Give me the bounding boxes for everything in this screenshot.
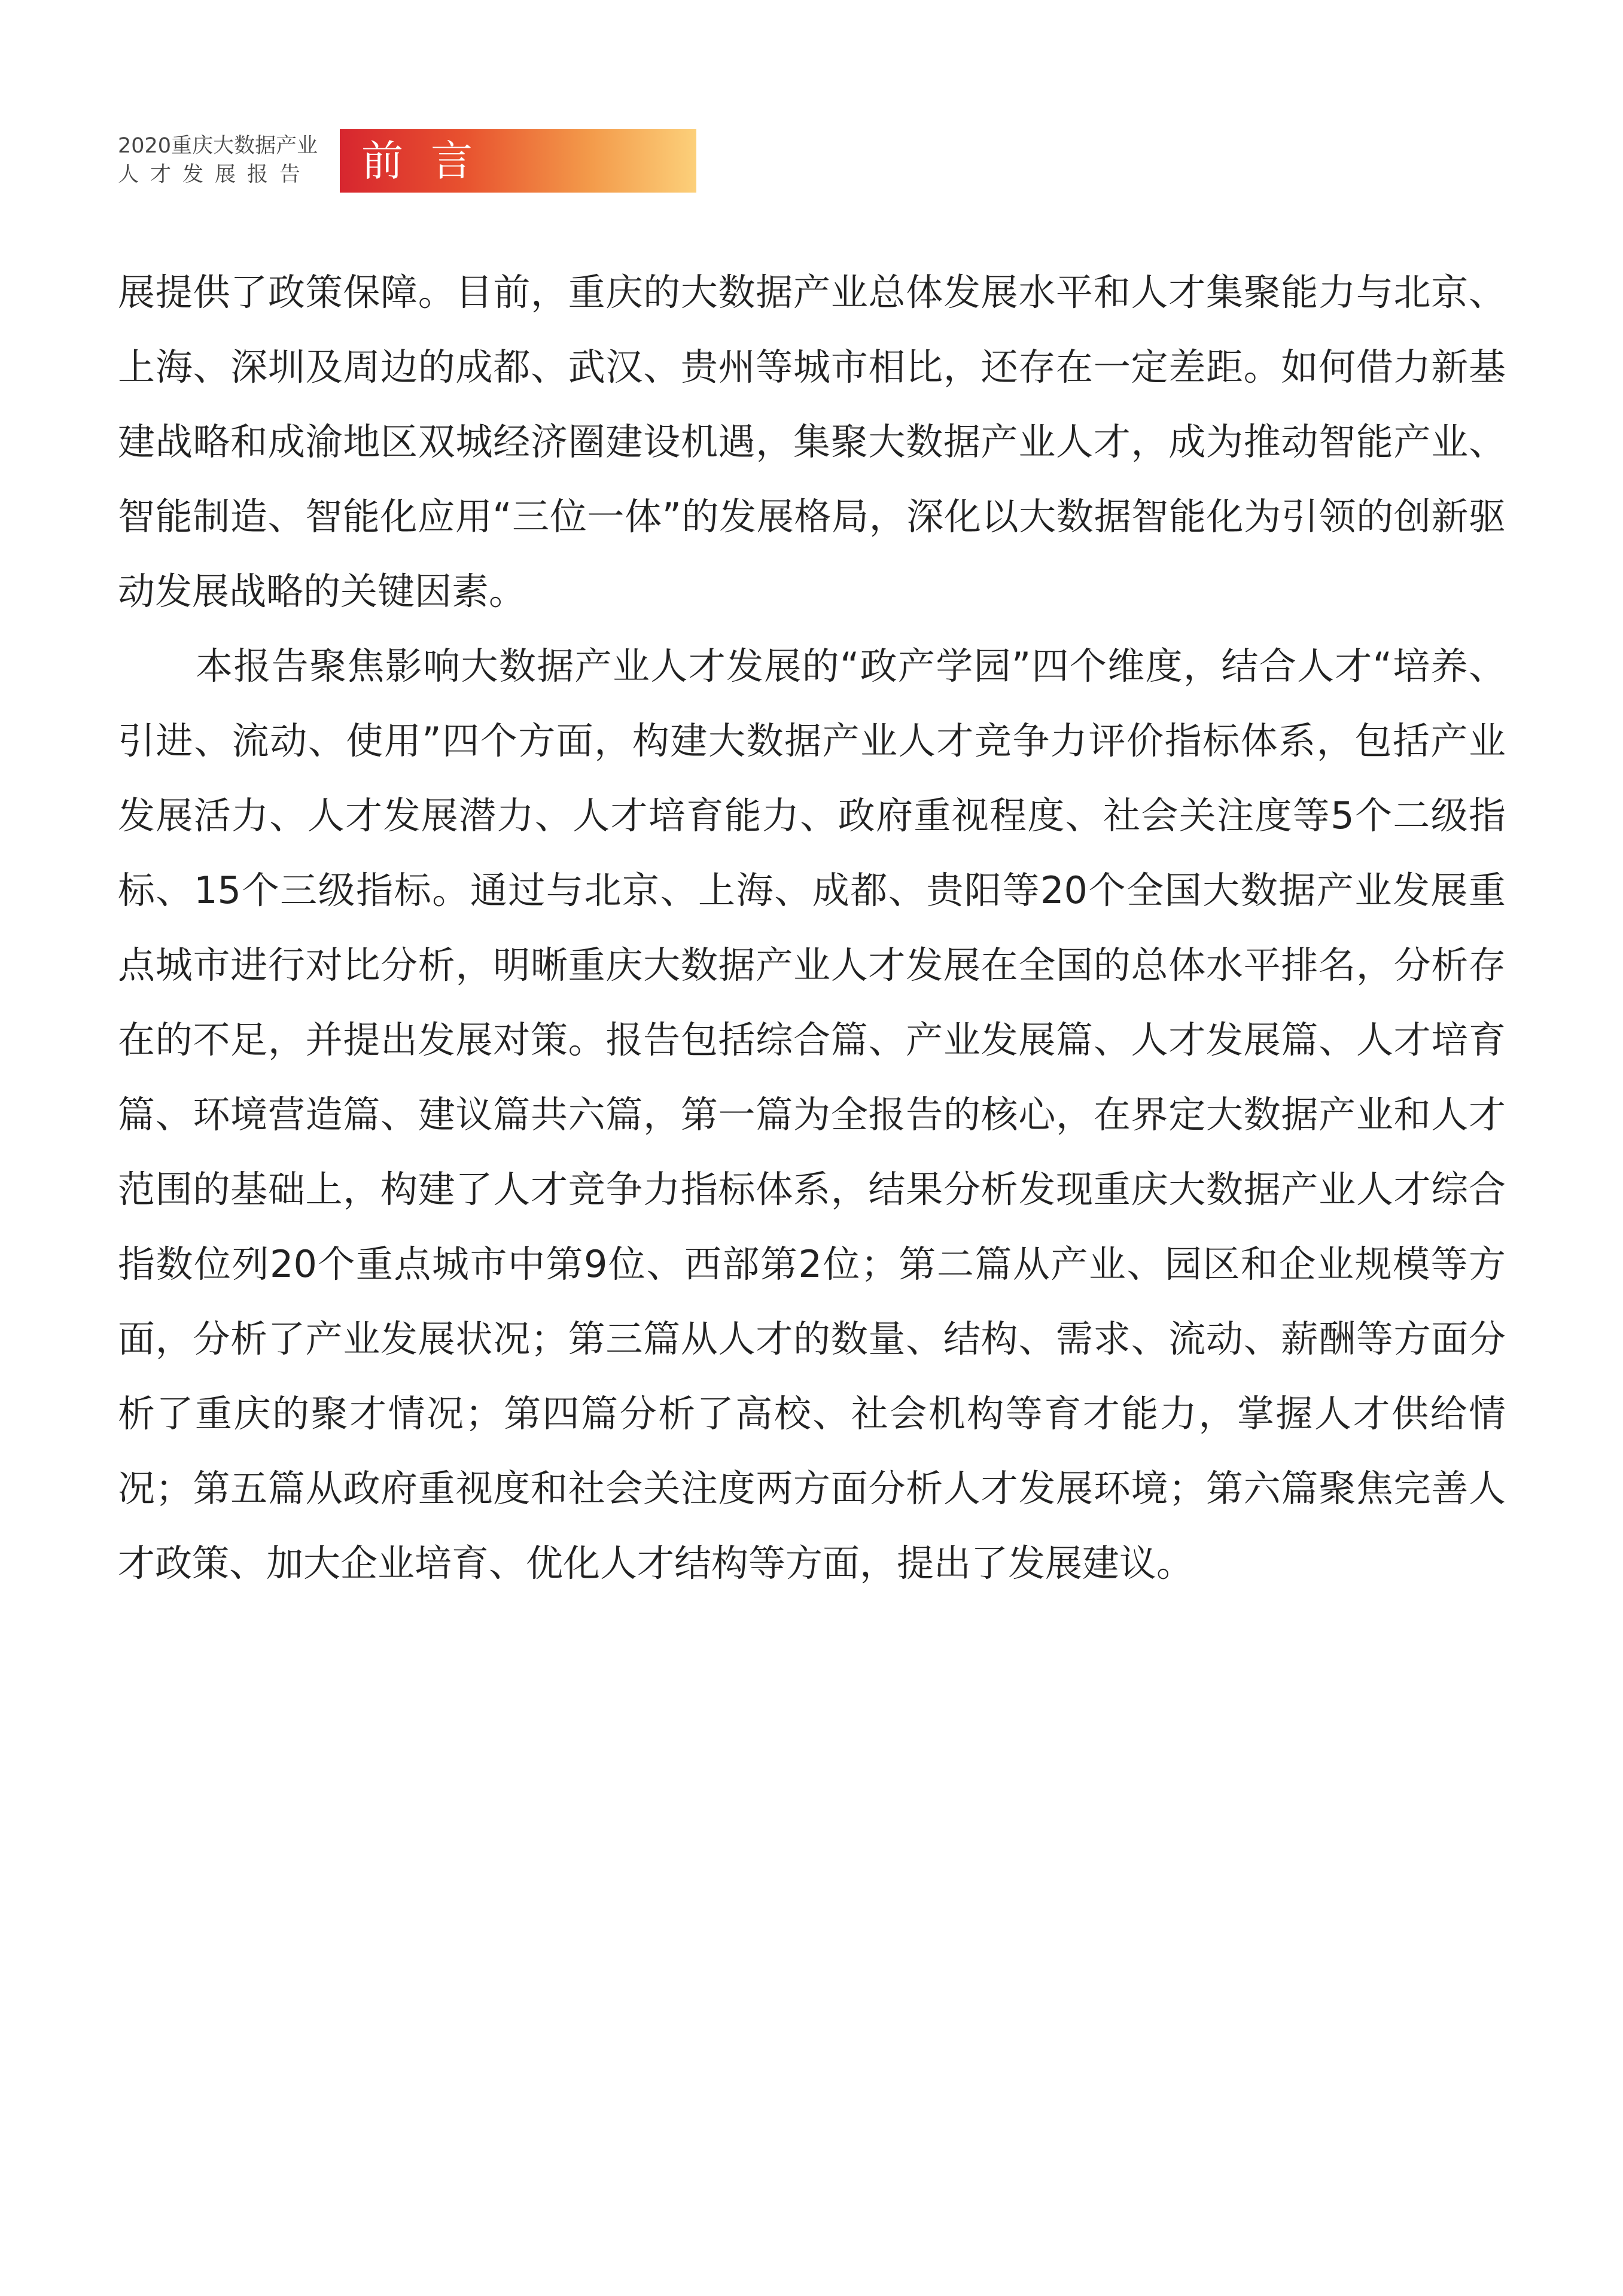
report-title-line1: 2020重庆大数据产业 xyxy=(118,134,318,158)
paragraph-1: 展提供了政策保障。目前，重庆的大数据产业总体发展水平和人才集聚能力与北京、上海、深圳及周边的成都、武汉、贵州等城市相比，还存在一定差距。如何借力新基建战略和成渝地区双城经济圈建设机遇，集聚大数据产业人才，成为推动智能产业、智能制造、智能化应用“三位一体”的发展格局，深化以大数据智能化为引领的创新驱动发展战略的关键因素。 xyxy=(118,270,1506,613)
page-header xyxy=(118,129,716,194)
body-text xyxy=(118,255,1506,1600)
report-title-line2: 人才发展报告 xyxy=(118,163,312,187)
section-title: 前言 xyxy=(361,136,500,185)
section-badge xyxy=(340,129,696,193)
paragraph-2: 本报告聚焦影响大数据产业人才发展的“政产学园”四个维度，结合人才“培养、引进、流动、使用”四个方面，构建大数据产业人才竞争力评价指标体系，包括产业发展活力、人才发展潜力、人才培育能力、政府重视程度、社会关注度等5个二级指标、15个三级指标。通过与北京、上海、成都、贵阳等20个全国大数据产业发展重点城市进行对比分析，明晰重庆大数据产业人才发展在全国的总体水平排名，分析存在的不足，并提出发展对策。报告包括综合篇、产业发展篇、人才发展篇、人才培育篇、环境营造篇、建议篇共六篇，第一篇为全报告的核心，在界定大数据产业和人才范围的基础上，构建了人才竞争力指标体系，结果分析发现重庆大数据产业人才综合指数位列20个重点城市中第9位、西部第2位；第二篇从产业、园区和企业规模等方面，分析了产业发展状况；第三篇从人才的数量、结构、需求、流动、薪酬等方面分析了重庆的聚才情况；第四篇分析了高校、社会机构等育才能力，掌握人才供给情况；第五篇从政府重视度和社会关注度两方面分析人才发展环境；第六篇聚焦完善人才政策、加大企业培育、优化人才结构等方面，提出了发展建议。 xyxy=(118,644,1506,1585)
report-title xyxy=(118,132,321,189)
